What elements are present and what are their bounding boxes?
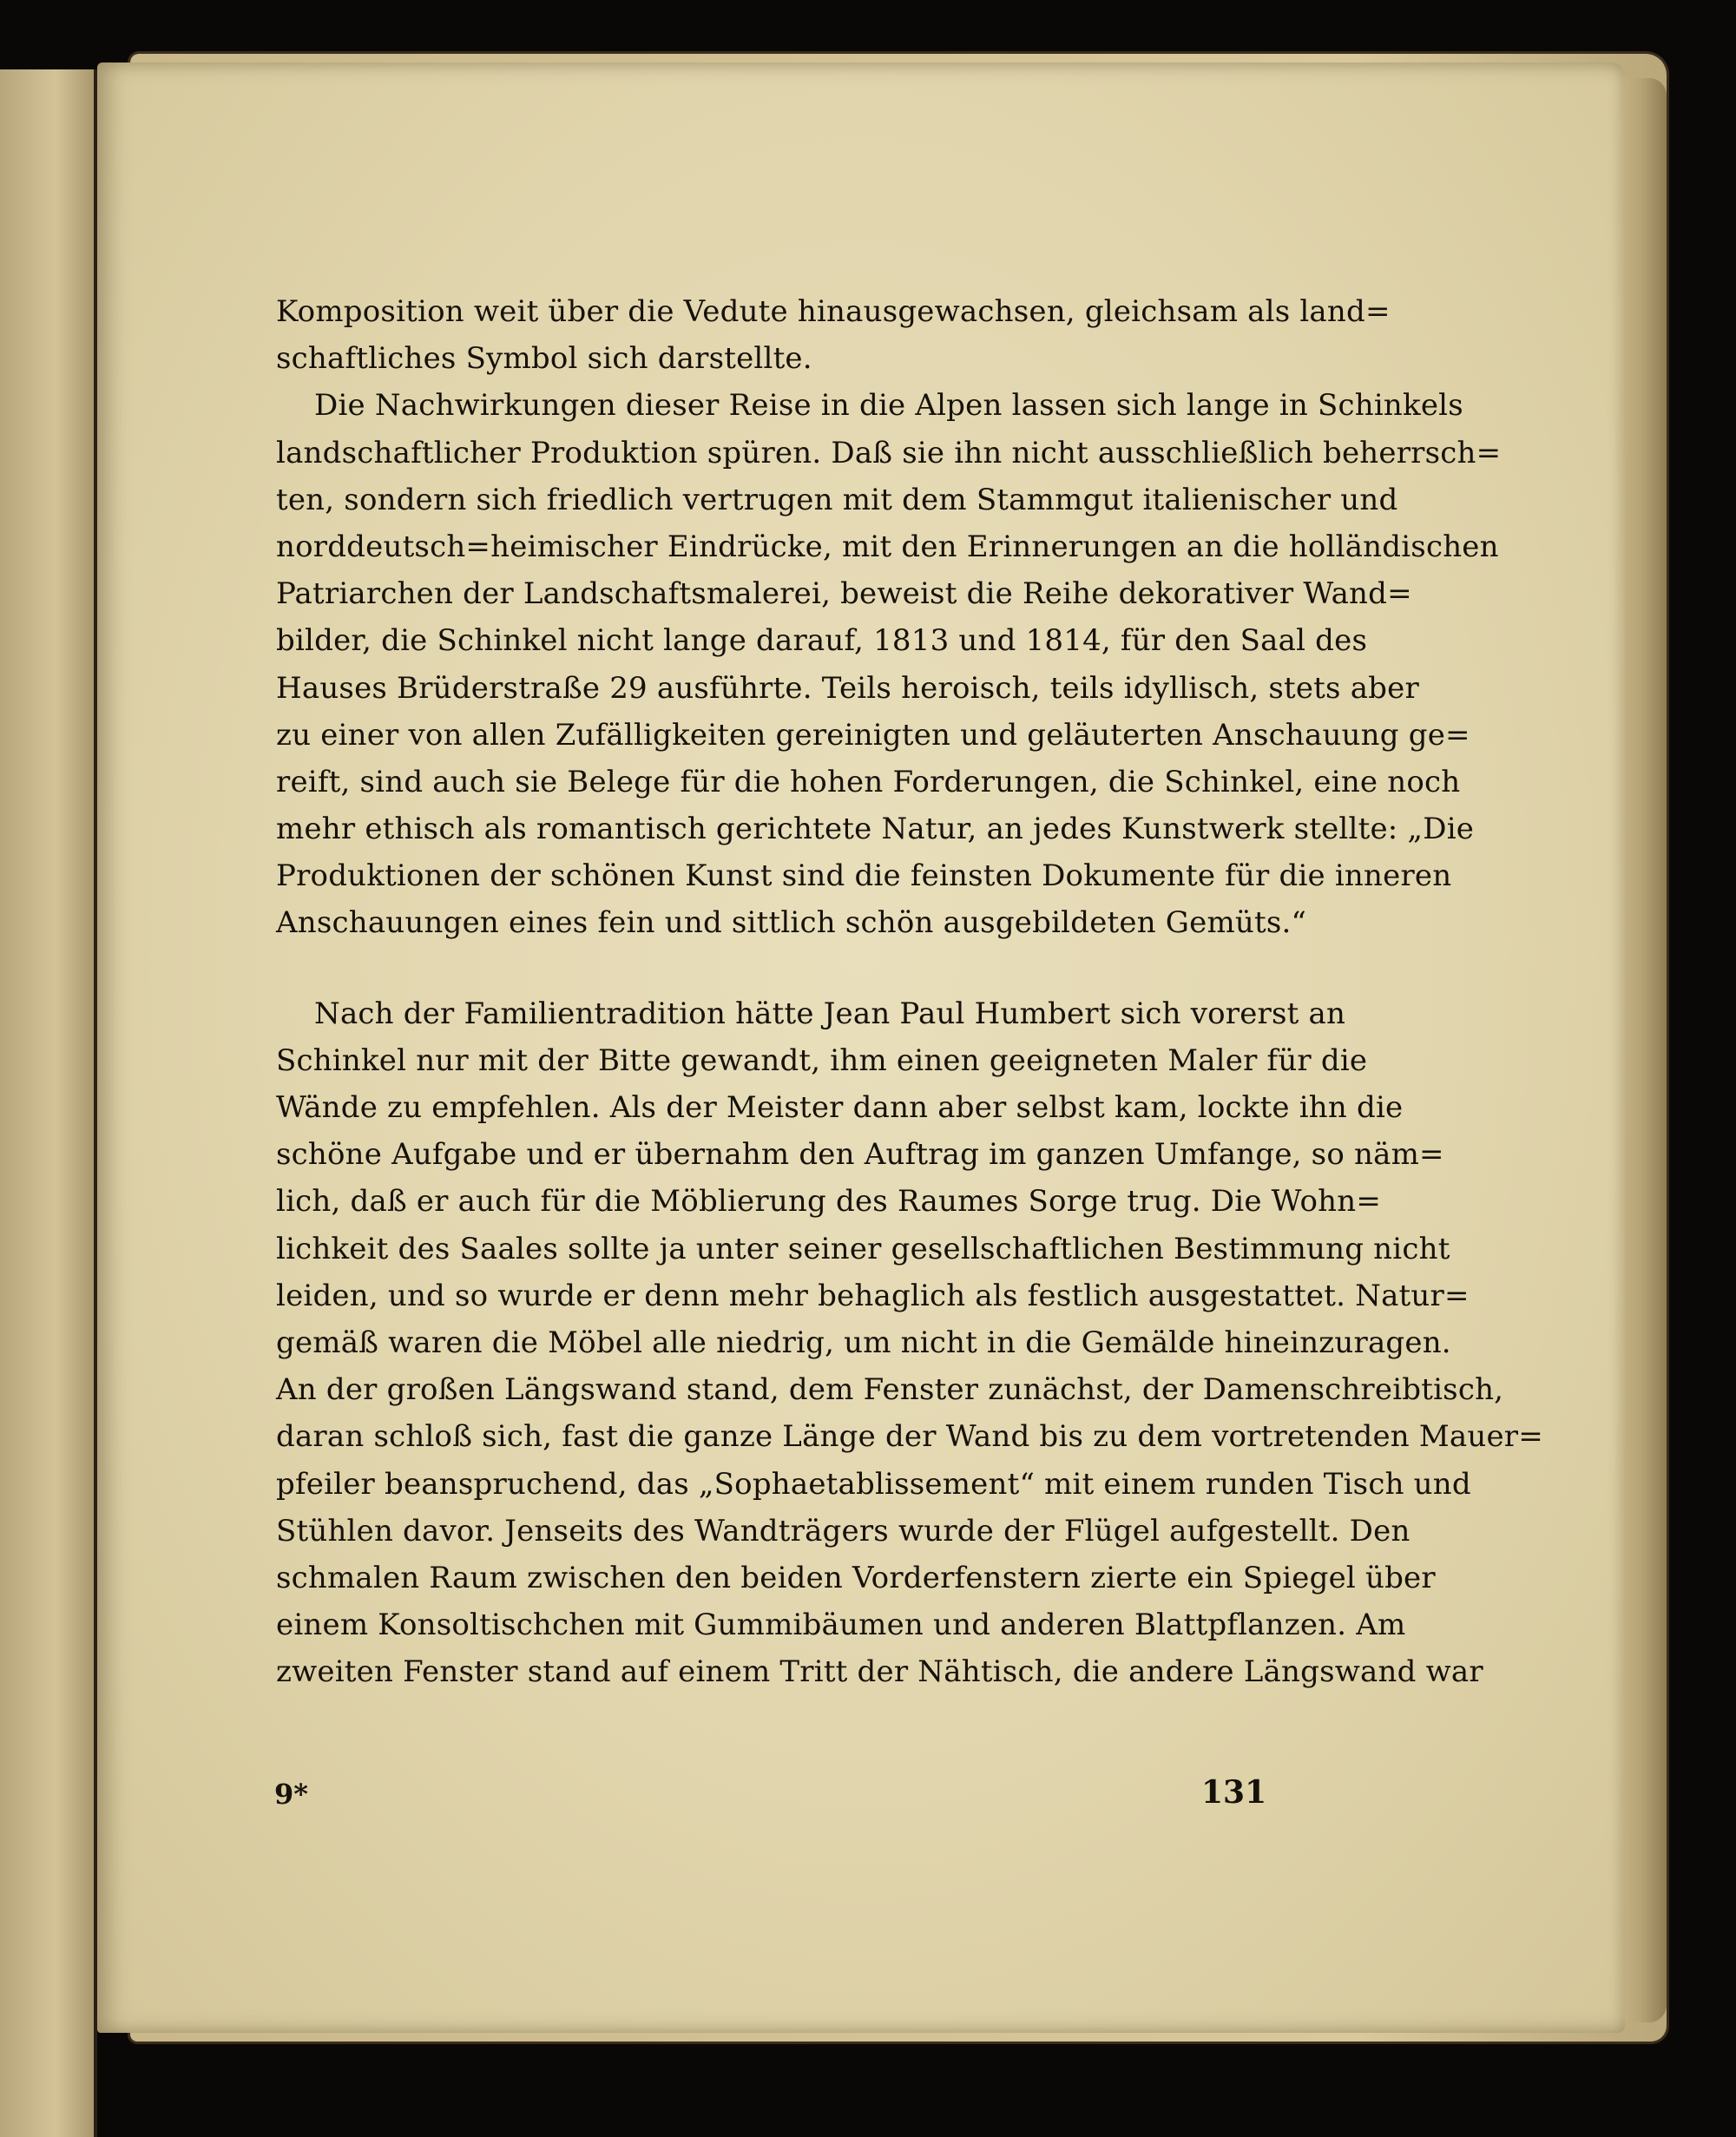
text-line: gemäß waren die Möbel alle niedrig, um nicht in die Gemälde hineinzuragen. — [276, 1325, 1451, 1360]
text-line: schmalen Raum zwischen den beiden Vorderfenstern zierte ein Spiegel über — [276, 1560, 1436, 1595]
text-line: ten, sondern sich friedlich vertrugen mit dem Stammgut italienischer und — [276, 482, 1398, 517]
text-line: Produktionen der schönen Kunst sind die feinsten Dokumente für die inneren — [276, 858, 1452, 894]
page-text — [276, 288, 1543, 1695]
text-line: Hauses Brüderstraße 29 ausführte. Teils heroisch, teils idyllisch, stets aber — [276, 670, 1419, 706]
text-line: Anschauungen eines fein und sittlich schön ausgebildeten Gemüts.“ — [276, 905, 1307, 941]
text-line: schöne Aufgabe und er übernahm den Auftrag im ganzen Umfange, so näm= — [276, 1137, 1444, 1173]
signature-mark: 9* — [274, 1778, 308, 1811]
text-line: bilder, die Schinkel nicht lange darauf, 1813 und 1814, für den Saal des — [276, 623, 1368, 659]
text-line: schaftliches Symbol sich darstellte. — [276, 341, 812, 377]
text-line: zweiten Fenster stand auf einem Tritt der Nähtisch, die andere Längswand war — [276, 1654, 1483, 1690]
text-line: pfeiler beanspruchend, das „Sophaetablissement“ mit einem runden Tisch und — [276, 1466, 1471, 1502]
text-line: Wände zu empfehlen. Als der Meister dann aber selbst kam, lockte ihn die — [276, 1090, 1404, 1125]
text-line: An der großen Längswand stand, dem Fenster zunächst, der Damenschreibtisch, — [276, 1372, 1504, 1408]
text-line: Die Nachwirkungen dieser Reise in die Alpen lassen sich lange in Schinkels — [314, 388, 1463, 424]
text-line: Nach der Familientradition hätte Jean Paul Humbert sich vorerst an — [314, 996, 1346, 1031]
left-page-edge — [0, 69, 97, 2137]
text-line: Schinkel nur mit der Bitte gewandt, ihm einen geeigneten Maler für die — [276, 1042, 1368, 1078]
text-line: reift, sind auch sie Belege für die hohen Forderungen, die Schinkel, eine noch — [276, 764, 1461, 799]
text-line: landschaftlicher Produktion spüren. Daß sie ihn nicht ausschließlich beherrsch= — [276, 435, 1502, 470]
text-line: Patriarchen der Landschaftsmalerei, beweist die Reihe dekorativer Wand= — [276, 576, 1412, 612]
text-line: Stühlen davor. Jenseits des Wandträgers wurde der Flügel aufgestellt. Den — [276, 1513, 1410, 1549]
text-line: zu einer von allen Zufälligkeiten gereinigten und geläuterten Anschauung ge= — [276, 717, 1470, 753]
text-line: lichkeit des Saales sollte ja unter seiner gesellschaftlichen Bestimmung nicht — [276, 1231, 1450, 1266]
text-line: daran schloß sich, fast die ganze Länge der Wand bis zu dem vortretenden Mauer= — [276, 1419, 1543, 1455]
text-line: einem Konsoltischchen mit Gummibäumen und anderen Blattpflanzen. Am — [276, 1608, 1406, 1643]
text-line: norddeutsch=heimischer Eindrücke, mit den Erinnerungen an die holländischen — [276, 529, 1499, 564]
text-line: Komposition weit über die Vedute hinausgewachsen, gleichsam als land= — [276, 294, 1391, 329]
paragraph-gap — [276, 947, 1266, 990]
page-number: 131 — [1201, 1774, 1267, 1811]
text-line: lich, daß er auch für die Möblierung des Raumes Sorge trug. Die Wohn= — [276, 1184, 1382, 1220]
text-line: leiden, und so wurde er denn mehr behaglich als festlich ausgestattet. Natur= — [276, 1278, 1470, 1313]
text-line: mehr ethisch als romantisch gerichtete Natur, an jedes Kunstwerk stellte: „Die — [276, 812, 1475, 847]
